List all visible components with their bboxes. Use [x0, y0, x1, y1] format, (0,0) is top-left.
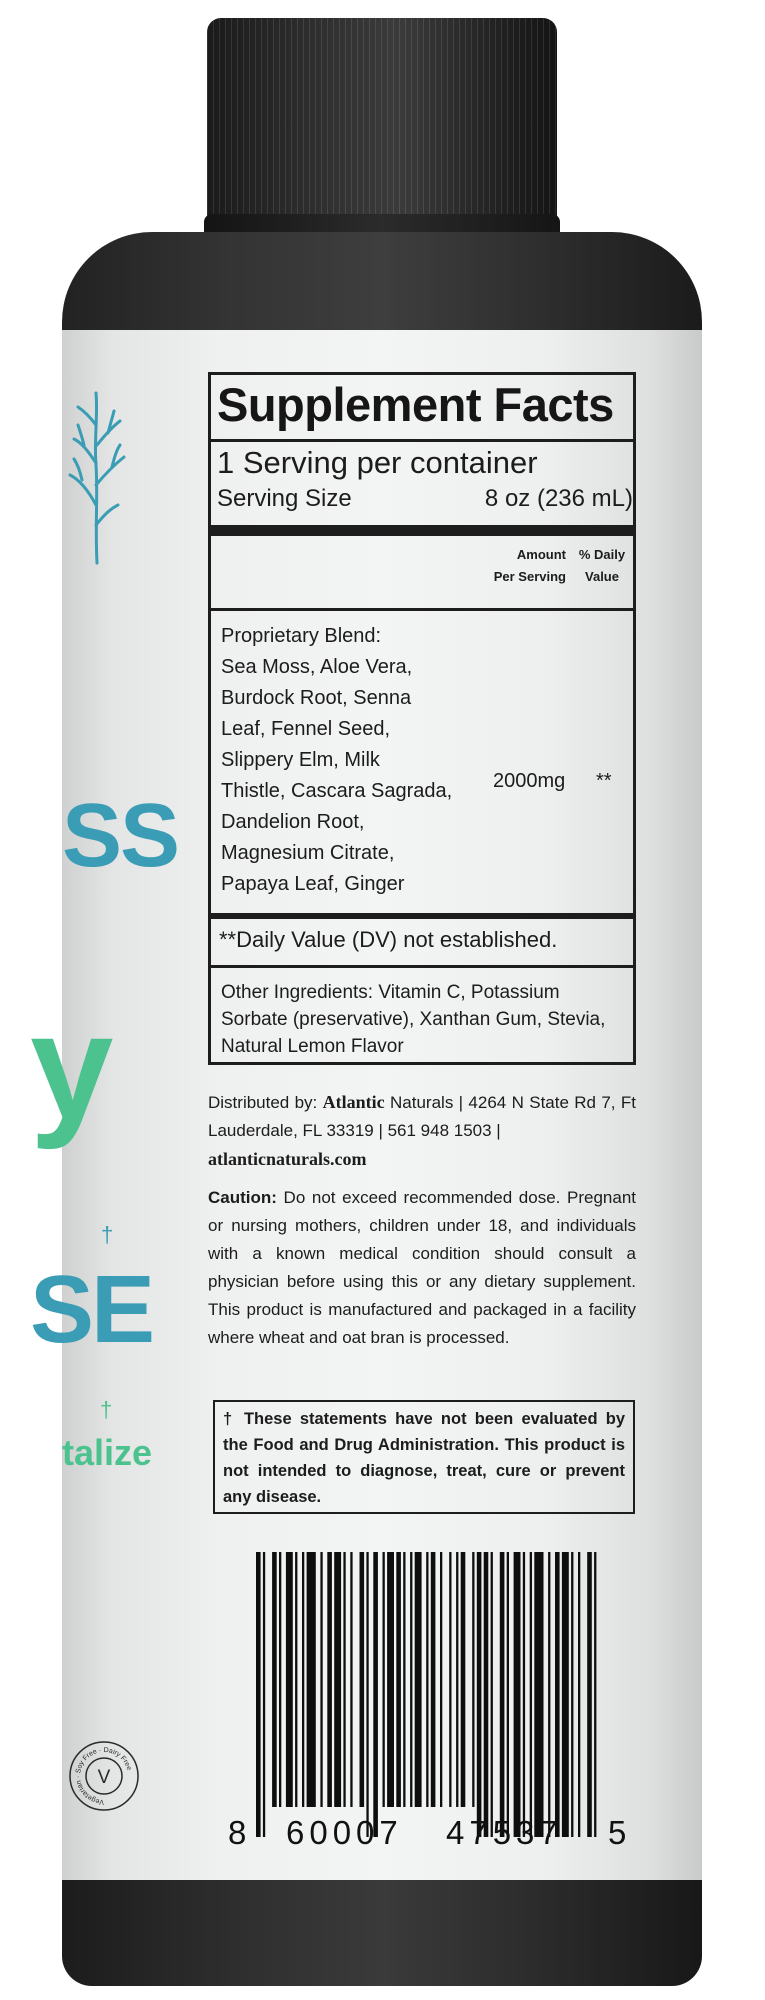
blend-line: Dandelion Root,	[221, 811, 365, 833]
column-header-amount	[486, 544, 566, 588]
product-type-fragment: SE	[30, 1256, 153, 1363]
distributor-info	[208, 1088, 636, 1174]
badge-letter: V	[97, 1767, 111, 1788]
brand-dagger: †	[101, 1222, 114, 1247]
barcode-bar	[279, 1552, 281, 1807]
barcode-bar	[403, 1552, 405, 1807]
barcode-bar	[327, 1552, 332, 1807]
barcode-bar	[350, 1552, 352, 1807]
column-header-dv-line1: % Daily	[578, 547, 626, 562]
barcode-bar	[387, 1552, 394, 1807]
barcode	[228, 1552, 648, 1862]
bottle-cap	[207, 18, 557, 226]
barcode-bar	[594, 1552, 596, 1837]
barcode-bar	[286, 1552, 293, 1807]
barcode-bar	[415, 1552, 422, 1807]
barcode-bar	[449, 1552, 451, 1807]
barcode-bar	[477, 1552, 482, 1837]
barcode-bar	[514, 1552, 521, 1837]
barcode-bar	[472, 1552, 474, 1807]
tagline-dagger: †	[100, 1397, 113, 1422]
blend-line: Papaya Leaf, Ginger	[221, 873, 405, 895]
barcode-bar	[587, 1552, 592, 1837]
barcode-bar	[555, 1552, 560, 1837]
blend-line: Sea Moss, Aloe Vera,	[221, 656, 413, 678]
column-header-daily-value	[576, 544, 628, 588]
daily-value-note: **Daily Value (DV) not established.	[219, 927, 558, 952]
fda-disclaimer: † These statements have not been evaluated by the Food and Drug Administration. This product is not intended to diagnose, treat, cure or prevent any disease.	[213, 1400, 635, 1514]
badge-ring-text: Vegetarian · Soy Free · Dairy Free	[75, 1746, 133, 1806]
medium-divider	[211, 913, 633, 919]
blend-line: Proprietary Blend:	[221, 625, 382, 647]
brand-name-large-letter: y	[30, 982, 114, 1150]
barcode-digit-group: 60007	[286, 1814, 403, 1851]
blend-line: Thistle, Cascara Sagrada,	[221, 780, 453, 802]
barcode-digit-group: 47537	[446, 1814, 563, 1851]
barcode-bar	[373, 1552, 378, 1837]
barcode-bar	[410, 1552, 412, 1807]
barcode-bar	[360, 1552, 365, 1807]
servings-per-container: 1 Serving per container	[217, 445, 538, 480]
barcode-bar	[484, 1552, 489, 1837]
barcode-bar	[343, 1552, 345, 1807]
barcode-bar	[366, 1552, 368, 1837]
barcode-bar	[562, 1552, 569, 1837]
barcode-bars	[256, 1552, 606, 1837]
barcode-last-digit: 5	[608, 1814, 627, 1851]
barcode-bar	[320, 1552, 322, 1807]
barcode-bar	[491, 1552, 493, 1837]
column-header-amount-line1: Amount	[516, 547, 566, 562]
barcode-bar	[396, 1552, 401, 1807]
bottle-base	[62, 1880, 702, 1986]
barcode-bar	[334, 1552, 341, 1807]
supplement-facts-panel	[208, 372, 636, 1065]
barcode-bar	[440, 1552, 442, 1807]
barcode-bar	[256, 1552, 261, 1837]
barcode-bar	[383, 1552, 385, 1807]
barcode-bar	[548, 1552, 550, 1837]
blend-amount: 2000mg	[493, 770, 566, 792]
column-header-dv-line2: Value	[585, 569, 619, 584]
distributor-company: Atlantic	[322, 1092, 385, 1112]
barcode-bar	[530, 1552, 532, 1837]
seaweed-logo-icon	[62, 385, 132, 565]
barcode-bar	[534, 1552, 543, 1837]
thick-divider	[211, 525, 633, 536]
barcode-first-digit: 8	[228, 1814, 247, 1851]
caution-body: Do not exceed recommended dose. Pregnant or nursing mothers, children under 18, and individuals with a known medical condition should consult a physician before using this or any dietary supplement. This product is manufactured and packaged in a facility where wheat and oat bran is processed.	[208, 1188, 636, 1347]
brand-name-fragment: SS	[62, 786, 179, 886]
divider	[211, 965, 633, 968]
serving-size-label: Serving Size	[217, 485, 352, 512]
barcode-bar	[263, 1552, 265, 1837]
barcode-bar	[295, 1552, 297, 1807]
tagline-fragment: talize	[62, 1432, 153, 1473]
barcode-bar	[302, 1552, 304, 1807]
barcode-bar	[523, 1552, 525, 1837]
barcode-bar	[571, 1552, 573, 1837]
distributor-website: atlanticnaturals.com	[208, 1149, 367, 1169]
barcode-bar	[507, 1552, 509, 1837]
barcode-bar	[461, 1552, 466, 1807]
blend-line: Burdock Root, Senna	[221, 687, 412, 709]
barcode-bar	[426, 1552, 428, 1807]
divider	[211, 608, 633, 611]
serving-size-value: 8 oz (236 mL)	[484, 485, 633, 512]
other-ingredients: Other Ingredients: Vitamin C, Potassium Sorbate (preservative), Xanthan Gum, Stevia, Natural Lemon Flavor	[221, 982, 606, 1057]
blend-line: Leaf, Fennel Seed,	[221, 718, 391, 740]
barcode-bar	[272, 1552, 277, 1807]
vegetarian-badge-icon	[68, 1740, 140, 1812]
barcode-bar	[431, 1552, 436, 1807]
barcode-bar	[307, 1552, 316, 1807]
caution-label: Caution:	[208, 1188, 277, 1207]
caution-text	[208, 1184, 636, 1352]
barcode-bar	[578, 1552, 580, 1837]
barcode-bar	[500, 1552, 505, 1837]
facts-title: Supplement Facts	[217, 378, 614, 431]
blend-daily-value: **	[596, 770, 612, 792]
divider	[211, 439, 633, 442]
blend-line: Slippery Elm, Milk	[221, 749, 380, 771]
distributor-address: Naturals | 4264 N State Rd 7, Ft Lauderdale, FL 33319 | 561 948 1503 |	[208, 1093, 636, 1140]
blend-line: Magnesium Citrate,	[221, 842, 395, 864]
proprietary-blend-list	[221, 621, 471, 900]
column-header-amount-line2: Per Serving	[493, 569, 566, 584]
distributor-prefix: Distributed by:	[208, 1093, 318, 1112]
barcode-bar	[456, 1552, 458, 1807]
